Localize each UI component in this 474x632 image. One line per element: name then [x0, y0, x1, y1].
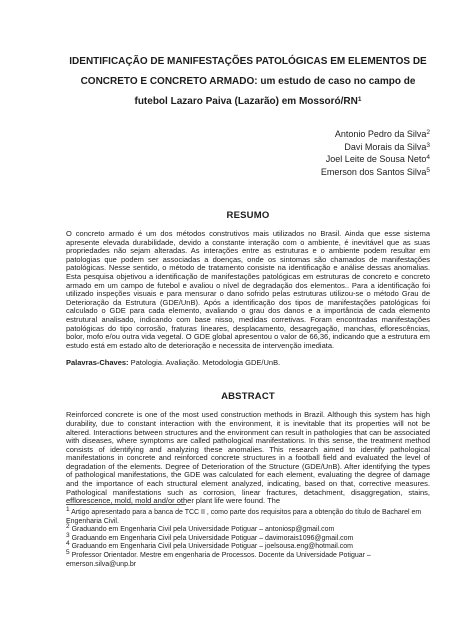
paper-title-text: IDENTIFICAÇÃO DE MANIFESTAÇÕES PATOLÓGICAS EM ELEMENTOS DE CONCRETO E CONCRETO ARMADO: um estudo de caso no campo de futebol Lazaro Paiva (Lazarão) em Mossoró/RN [69, 56, 427, 107]
keywords-label: Palavras-Chaves: [66, 358, 129, 368]
author-line [66, 153, 430, 166]
footnote-item [66, 548, 430, 569]
footnote-text: Professor Orientador. Mestre em engenharia de Processos. Docente da Universidade Potiguar – emerson.silva@unp.br [66, 551, 371, 568]
keywords-text: Patologia. Avaliação. Metodologia GDE/UnB. [128, 358, 281, 368]
keywords-line [66, 358, 430, 367]
author-line [66, 128, 430, 141]
author-line [66, 141, 430, 154]
footnote-list [66, 506, 430, 569]
footnote-number: 3 [66, 531, 70, 539]
footnote-text: Artigo apresentado para a banca de TCC II , como parte dos requisitos para a obtenção do título de Bacharel em Engenharia Civil. [66, 509, 422, 525]
author-list [66, 128, 430, 178]
title-footnote-marker: 1 [357, 96, 362, 103]
author-name: Emerson dos Santos Silva [320, 166, 427, 177]
author-name: Davi Morais da Silva [344, 141, 427, 152]
footnote-item [66, 506, 430, 526]
footnote-number: 4 [66, 540, 70, 548]
abstract-paragraph: Reinforced concrete is one of the most used construction methods in Brazil. Although this system has high durability, due to constant interaction with the environment, it is inevitable that its properties will not be altered. Interactions between structures and the environment can result in pathologies that can be associated with diseases, where symptoms are called pathological manifestations. In this sense, the treatment method consists of identifying and analyzing these anomalies. This research aimed to identify pathological manifestations in concrete and reinforced concrete structures in a football field and evaluated the level of degradation of the elements. Degree of Deterioration of the Structure (GDE/UnB). After identifying the types of pathological manifestations, the GDE was calculated for each element, evaluating the degree of damage and the importance of each structural element analyzed, indicating, based on that, corrective measures. Pathological manifestations such as corrosion, linear fractures, detachment, disaggregation, stains, efflorescence, mold, mold and/or other plant life were found. The [66, 410, 430, 506]
author-line [66, 166, 430, 179]
abstract-heading: ABSTRACT [221, 391, 275, 403]
footnote-number: 1 [66, 506, 70, 513]
resumo-paragraph: O concreto armado é um dos métodos construtivos mais utilizados no Brasil. Ainda que esse sistema apresente elevada durabilidade, devido a constante interação com o ambiente, é inevitável que as suas propriedades não sejam alteradas. As interações entre as estruturas e o ambiente podem resultar em patologias que podem ser associadas a doenças, onde os sintomas são chamados de manifestações patológicas. Nesse sentido, o método de tratamento consiste na identificação e análise dessas anomalias. Esta pesquisa objetivou a identificação de manifestações patológicas em estruturas de concreto e concreto armado em um campo de futebol e avaliou o nível de degradação dos elementos.. Para a identificação foi utilizado inspeções visuais e para mensurar o dano sofrido pelas estruturas utilizou-se o método Grau de Deterioração da Estrutura (GDE/UnB). Após a identificação dos tipos de manifestações patológicas foi calculado o GDE para cada elemento, avaliando o grau dos danos e a importância de cada elemento estrutural analisado, indicando com base nisso, medidas corretivas. Foram encontradas manifestações patológicas do tipo corrosão, fraturas lineares, desplacamento, desagregação, manchas, eflorescências, bolor, mofo e/ou outra vida vegetal. O GDE global apresentou o valor de 66,36, indicando que a estrutura em estudo está em estado alto de deterioração e necessita de intervenção imediata. [66, 229, 430, 350]
resumo-heading: RESUMO [226, 210, 270, 221]
author-footnote-marker: 4 [426, 154, 430, 161]
footnote-number: 5 [66, 548, 70, 556]
author-name: Joel Leite de Sousa Neto [325, 154, 427, 164]
paper-title [66, 52, 430, 112]
author-footnote-marker: 5 [426, 166, 430, 174]
footnote-text: Graduando em Engenharia Civil pela Universidade Potiguar – antoniosp@gmail.com [69, 526, 335, 534]
footnote-separator [66, 504, 186, 505]
author-name: Antonio Pedro da Silva [334, 129, 427, 139]
author-footnote-marker: 3 [426, 141, 430, 149]
footnote-text: Graduando em Engenharia Civil pela Universidade Potiguar – joelsousa.eng@hotmail.com [69, 543, 354, 551]
footnote-text: Graduando em Engenharia Civil pela Universidade Potiguar – davimorais1096@gmail.com [69, 534, 354, 542]
footnote-item [66, 523, 430, 535]
footnote-number: 2 [66, 523, 70, 531]
footnote-item [66, 540, 430, 552]
author-footnote-marker: 2 [426, 129, 430, 136]
